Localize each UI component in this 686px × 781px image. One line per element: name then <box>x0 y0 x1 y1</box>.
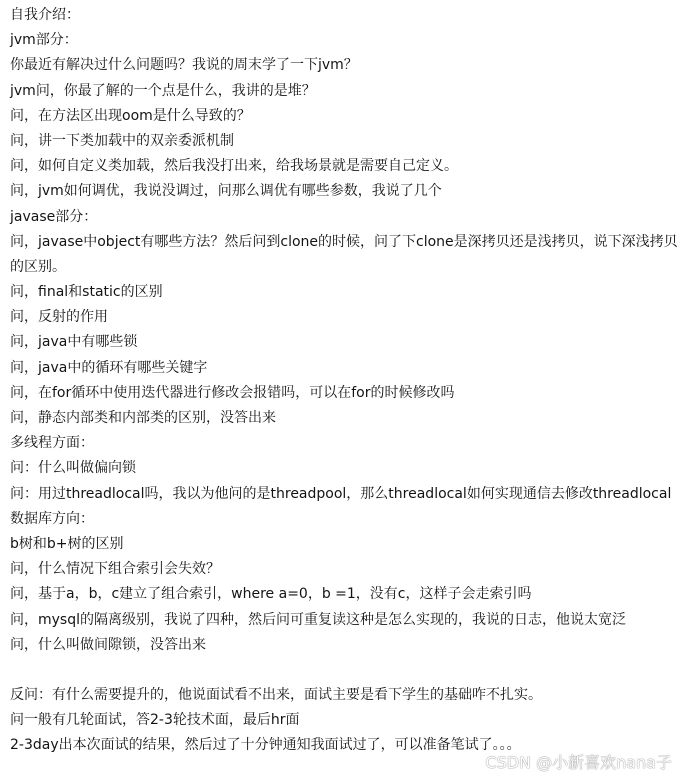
text-line: b树和b+树的区别 <box>10 535 124 552</box>
text-line: 2-3day出本次面试的结果，然后过了十分钟通知我面试过了，可以准备笔试了。。。 <box>10 737 521 754</box>
text-line: 问，静态内部类和内部类的区别，没答出来 <box>10 410 276 427</box>
blank-line <box>10 658 678 683</box>
csdn-watermark: CSDN @小新喜欢nana子 <box>485 753 672 772</box>
section-heading-database: 数据库方向： <box>10 510 94 527</box>
interview-notes <box>10 3 678 759</box>
text-line: 问，jvm如何调优，我说没调过，问那么调优有哪些参数，我说了几个 <box>10 183 442 200</box>
text-line: 问，基于a，b，c建立了组合索引，where a=0，b =1，没有c，这样子会走索引吗 <box>10 586 532 603</box>
text-line: 问，javase中object有哪些方法？然后问到clone的时候，问了下clone是深拷贝还是浅拷贝，说下深浅拷贝的区别。 <box>10 233 678 275</box>
text-line: 问，反射的作用 <box>10 309 108 326</box>
text-line: 问，什么情况下组合索引会失效？ <box>10 561 220 578</box>
text-line: 反问：有什么需要提升的，他说面试看不出来，面试主要是看下学生的基础咋不扎实。 <box>10 687 542 704</box>
text-line: 问，在方法区出现oom是什么导致的？ <box>10 107 251 124</box>
text-line: 问：什么叫做偏向锁 <box>10 460 136 477</box>
text-line: 问，final和static的区别 <box>10 284 163 301</box>
text-line: jvm问，你最了解的一个点是什么，我讲的是堆？ <box>10 82 316 99</box>
section-heading-javase: javase部分： <box>10 208 98 225</box>
text-line: 你最近有解决过什么问题吗？我说的周末学了一下jvm？ <box>10 57 358 74</box>
section-heading-self-intro: 自我介绍： <box>10 7 80 23</box>
text-line: 问，什么叫做间隙锁，没答出来 <box>10 636 206 653</box>
text-line: 问，如何自定义类加载，然后我没打出来，给我场景就是需要自己定义。 <box>10 158 458 175</box>
text-line: 问一般有几轮面试，答2-3轮技术面，最后hr面 <box>10 712 300 729</box>
text-line: 问：用过threadlocal吗，我以为他问的是threadpool，那么threadlocal如何实现通信去修改threadlocal <box>10 485 672 502</box>
section-heading-jvm: jvm部分： <box>10 32 78 49</box>
text-line: 问，java中有哪些锁 <box>10 334 138 351</box>
text-line: 问，java中的循环有哪些关键字 <box>10 359 208 376</box>
text-line: 问，讲一下类加载中的双亲委派机制 <box>10 132 234 149</box>
text-line: 问，mysql的隔离级别，我说了四种，然后问可重复读这种是怎么实现的，我说的日志，他说太宽泛 <box>10 611 626 628</box>
text-line: 问，在for循环中使用迭代器进行修改会报错吗，可以在for的时候修改吗 <box>10 384 455 401</box>
section-heading-multithreading: 多线程方面： <box>10 435 94 452</box>
